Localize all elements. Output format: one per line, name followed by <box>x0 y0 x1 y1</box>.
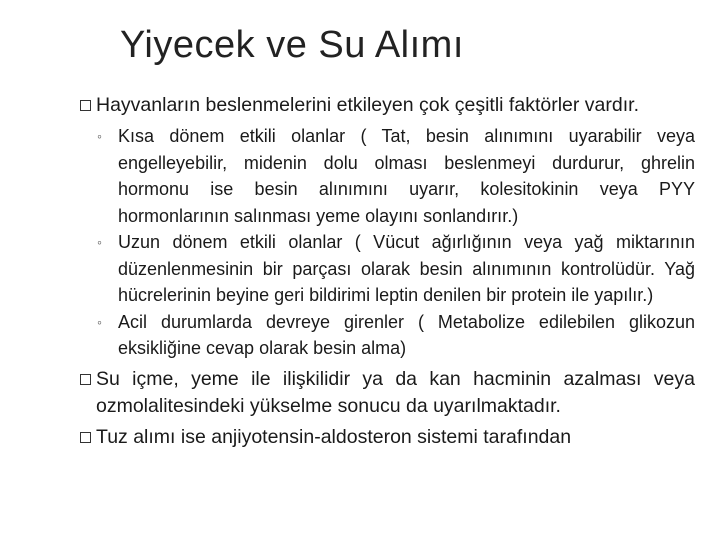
sub-bullet-text: Kısa dönem etkili olanlar ( Tat, besin alınımını uyarabilir veya engelleyebilir, midenin dolu olması beslenmeyi durdurur, ghrelin hormonu ise besin alınımını uyarır, kolesitokinin veya PYY hormonlarının salınması yeme olayını sonlandırır.) <box>118 126 695 226</box>
slide-content <box>80 92 695 455</box>
slide-title: Yiyecek ve Su Alımı <box>120 24 464 66</box>
bullet-text: Hayvanların beslenmelerini etkileyen çok çeşitli faktörler vardır. <box>96 94 639 116</box>
bullet-item <box>80 366 695 420</box>
circle-bullet-icon: ◦ <box>97 128 102 144</box>
square-bullet-icon <box>80 100 91 111</box>
bullet-item <box>80 424 695 451</box>
sub-bullet-list <box>80 123 695 362</box>
bullet-text: Su içme, yeme ile ilişkilidir ya da kan hacminin azalması veya ozmolalitesindeki yükselme sonucu da uyarılmaktadır. <box>96 367 695 417</box>
sub-bullet-text: Uzun dönem etkili olanlar ( Vücut ağırlığının veya yağ miktarının düzenlenmesinin bir parçası olarak besin alınımının kontrolüdür. Yağ hücrelerinin beyine geri bildirimi leptin denilen bir protein ile yapılır.) <box>118 232 695 305</box>
circle-bullet-icon: ◦ <box>97 313 102 330</box>
sub-bullet-item <box>97 123 695 229</box>
circle-bullet-icon: ◦ <box>97 234 102 250</box>
sub-bullet-text: Acil durumlarda devreye girenler ( Metabolize edilebilen glikozun eksikliğine cevap olarak besin alma) <box>118 311 695 358</box>
sub-bullet-item <box>97 309 695 362</box>
bullet-item <box>80 92 695 119</box>
square-bullet-icon <box>80 374 91 385</box>
square-bullet-icon <box>80 432 91 443</box>
bullet-text: Tuz alımı ise anjiyotensin-aldosteron sistemi tarafından <box>96 425 572 448</box>
sub-bullet-item <box>97 229 695 309</box>
